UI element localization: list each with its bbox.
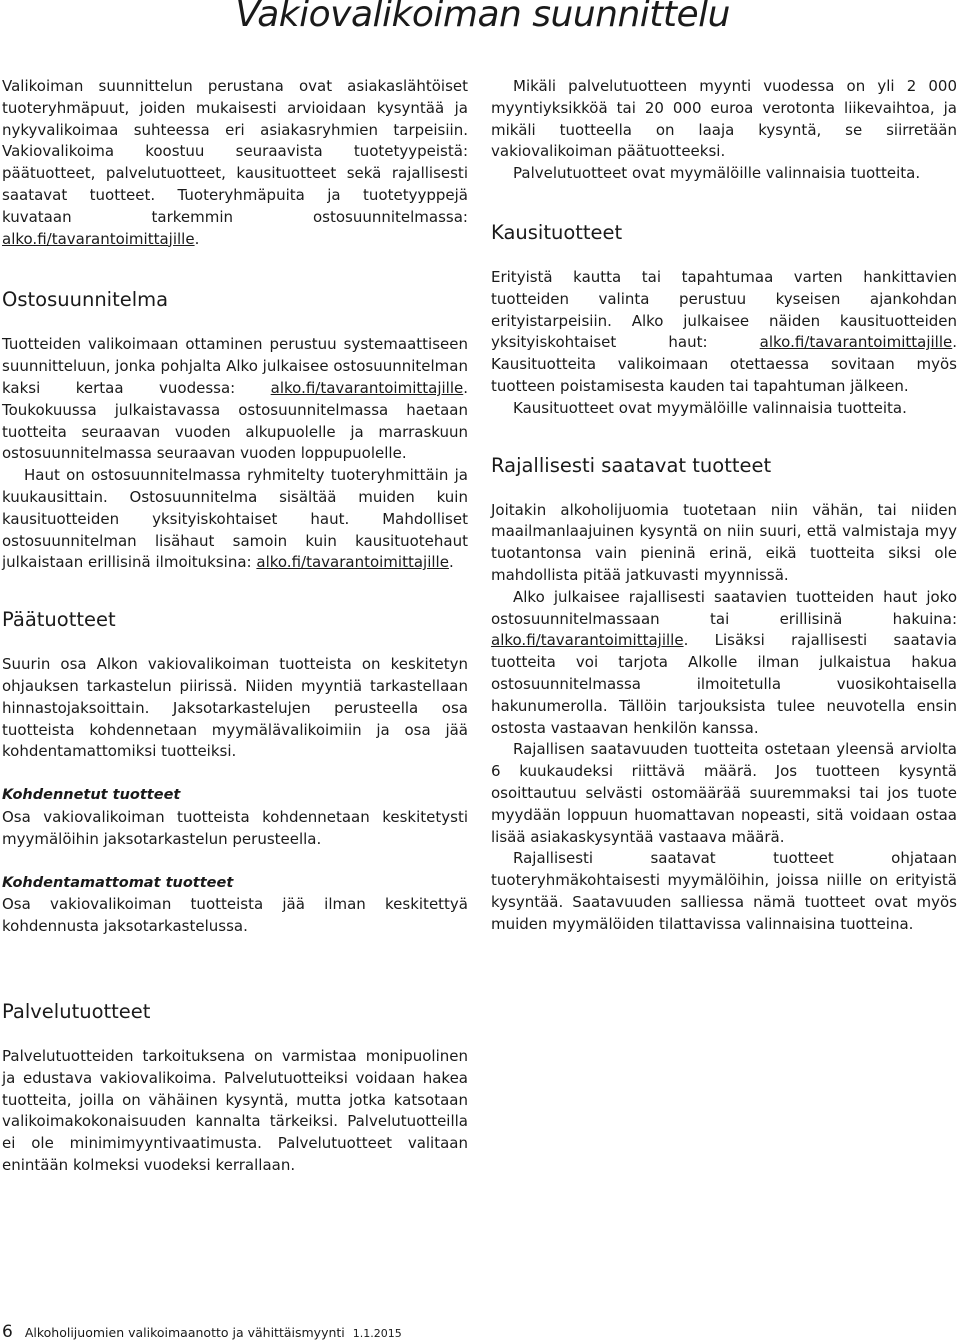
rajallisesti-p2-text-end: . Lisäksi rajallisesti saatavia tuotteita voi tarjota Alkolle ilman julkaistua hakua ostosuunnitelmassa ilmoitetulla vuosikohtaisella hakunumerolla. Tällöin tarjouksista tulee neuvotella ensin ostosta vastaavan henkilön kanssa. xyxy=(491,631,957,737)
intro-text: Valikoiman suunnittelun perustana ovat asiakaslähtöiset tuoteryhmäpuut, joiden mukaisesti arvioidaan kysyntää ja nykyvalikoimaa suhteessa eri asiakasryhmien tarpeisiin. Vakiovalikoima koostuu seuraavista tuotetyypeistä: päätuotteet, palvelutuotteet, kausituotteet sekä rajallisesti saatavat tuotteet. Tuoteryhmäpuita ja tuotetyyppejä kuvataan tarkemmin ostosuunnitelmassa: xyxy=(2,77,468,226)
palvelutuotteet-section xyxy=(2,1000,468,1177)
ostosuunnitelma-p1-text: Tuotteiden valikoimaan ottaminen perustuu systemaattiseen suunnitteluun, jonka pohjalta Alko julkaisee ostosuunnitelman kaksi kertaa vuodessa: xyxy=(2,335,468,397)
kohdennetut-heading: Kohdennetut tuotteet xyxy=(2,787,181,804)
footer-text: Alkoholijuomien valikoimaanotto ja vähittäismyynti xyxy=(24,1325,345,1340)
kausituotteet-p1-text: Erityistä kautta tai tapahtumaa varten hankittavien tuotteiden valinta perustuu kyseisen ajankohdan erityistarpeisiin. Alko julkaisee näiden kausituotteiden yksityiskohtaiset haut: xyxy=(491,267,957,352)
kohdennetut-paragraph: Osa vakiovalikoiman tuotteista kohdennetaan keskitetysti myymälöihin jaksotarkastelun perusteella. xyxy=(2,807,468,848)
ostosuunnitelma-p2-link[interactable]: alko.fi/tavarantoimittajille xyxy=(256,553,449,572)
ostosuunnitelma-paragraph-2 xyxy=(2,465,468,574)
intro-end: . xyxy=(194,229,200,248)
paatuotteet-paragraph: Suurin osa Alkon vakiovalikoiman tuotteista on keskitetyn ohjauksen tarkastelun piirissä. Niiden myyntiä tarkastellaan hinnastojaksoittain. Jaksotarkastelujen perusteella osa tuotteista kohdennetaan myymälävalikoimiin ja osa jää kohdentamattomiksi tuotteiksi. xyxy=(2,655,468,761)
kausituotteet-paragraph-2: Kausituotteet ovat myymälöille valinnaisia tuotteita. xyxy=(513,398,907,417)
page-footer xyxy=(2,1322,402,1342)
kohdentamattomat-heading: Kohdentamattomat tuotteet xyxy=(2,874,234,891)
ostosuunnitelma-p1-link[interactable]: alko.fi/tavarantoimittajille xyxy=(270,378,464,397)
palvelutuotteet-continuation-2: Palvelutuotteet ovat myymälöille valinnaisia tuotteita. xyxy=(513,164,921,183)
ostosuunnitelma-p1-text-end: . Toukokuussa julkaistavassa ostosuunnitelmassa haetaan tuotteita seuraavan vuoden alkupuolelle ja marraskuun ostosuunnitelmassa seuraavan vuoden loppupuolelle. xyxy=(2,378,468,463)
palvelutuotteet-heading: Palvelutuotteet xyxy=(2,1000,151,1023)
rajallisesti-paragraph-3: Rajallisen saatavuuden tuotteita ostetaan yleensä arviolta 6 kuukaudeksi riittävä määrä. Jos tuotteen kysyntä osoittautuu selvästi ostomäärää suuremmaksi tai jos tuote myydään loppuun huomattavan nopeasti, sitä voidaan ostaa lisää asiakaskysyntää vastaava määrä. xyxy=(491,740,957,846)
paatuotteet-heading: Päätuotteet xyxy=(2,608,116,632)
kausituotteet-p1-text-end: . Kausituotteita valikoimaan otettaessa sovitaan myös tuotteen poistamisesta kauden tai tapahtuman jälkeen. xyxy=(491,333,957,395)
rajallisesti-paragraph-2 xyxy=(491,587,957,740)
rajallisesti-paragraph-4: Rajallisesti saatavat tuotteet ohjataan tuoteryhmäkohtaisesti myymälöihin, joissa niille on erityistä kysyntää. Saatavuuden salliessa nämä tuotteet ovat myös muiden myymälöiden tilattavissa valinnaisina tuotteina. xyxy=(491,849,957,933)
intro-paragraph xyxy=(2,76,468,250)
kausituotteet-heading: Kausituotteet xyxy=(491,220,623,244)
kausituotteet-paragraph-1 xyxy=(491,267,957,398)
ostosuunnitelma-paragraph-1 xyxy=(2,334,468,465)
left-column xyxy=(2,76,468,938)
page-number: 6 xyxy=(2,1322,13,1342)
ostosuunnitelma-heading: Ostosuunnitelma xyxy=(2,288,169,312)
kohdentamattomat-paragraph: Osa vakiovalikoiman tuotteista jää ilman keskitettyä kohdennusta jaksotarkastelussa. xyxy=(2,895,468,936)
ostosuunnitelma-p2-text: Haut on ostosuunnitelmassa ryhmitelty tuoteryhmittäin ja kuukausittain. Ostosuunnitelma sisältää muiden kuin kausituotteiden yksityiskohtaiset haut. Mahdolliset ostosuunnitelman lisähaut samoin kuin kausituotehaut julkaistaan erillisinä ilmoituksina: xyxy=(2,466,468,572)
palvelutuotteet-paragraph: Palvelutuotteiden tarkoituksena on varmistaa monipuolinen ja edustava vakiovalikoima. Palvelutuotteiksi voidaan hakea tuotteita, joilla on vähäinen kysyntä, mutta jotka katsotaan valikoimakokonaisuuden kannalta tärkeiksi. Palvelutuotteilla ei ole minimimyyntivaatimusta. Palvelutuotteet valitaan enintään kolmeksi vuodeksi kerrallaan. xyxy=(2,1047,468,1174)
rajallisesti-p2-text: Alko julkaisee rajallisesti saatavien tuotteiden haut joko ostosuunnitelmassaan tai erillisinä hakuina: xyxy=(491,587,957,628)
right-column xyxy=(491,76,957,936)
intro-link[interactable]: alko.fi/tavarantoimittajille xyxy=(2,229,195,248)
ostosuunnitelma-p2-text-end: . xyxy=(448,553,454,572)
rajallisesti-link[interactable]: alko.fi/tavarantoimittajille xyxy=(491,631,684,650)
palvelutuotteet-continuation-1: Mikäli palvelutuotteen myynti vuodessa on yli 2 000 myyntiyksikköä tai 20 000 euroa verotonta liikevaihtoa, ja mikäli tuotteella on laaja kysyntä, se siirretään vakiovalikoiman päätuotteeksi. xyxy=(491,77,957,161)
page-title: Vakiovalikoiman suunnittelu xyxy=(235,0,730,35)
footer-date: 1.1.2015 xyxy=(352,1327,402,1340)
kausituotteet-link[interactable]: alko.fi/tavarantoimittajille xyxy=(759,333,953,352)
rajallisesti-paragraph-1: Joitakin alkoholijuomia tuotetaan niin vähän, tai niiden maailmanlaajuinen kysyntä on niin suuri, että valmistaja myy tuotantonsa vain pieninä erinä, eikä tuotteita siksi ole mahdollista pitää jatkuvasti myynnissä. xyxy=(491,500,957,584)
rajallisesti-heading: Rajallisesti saatavat tuotteet xyxy=(491,453,772,477)
